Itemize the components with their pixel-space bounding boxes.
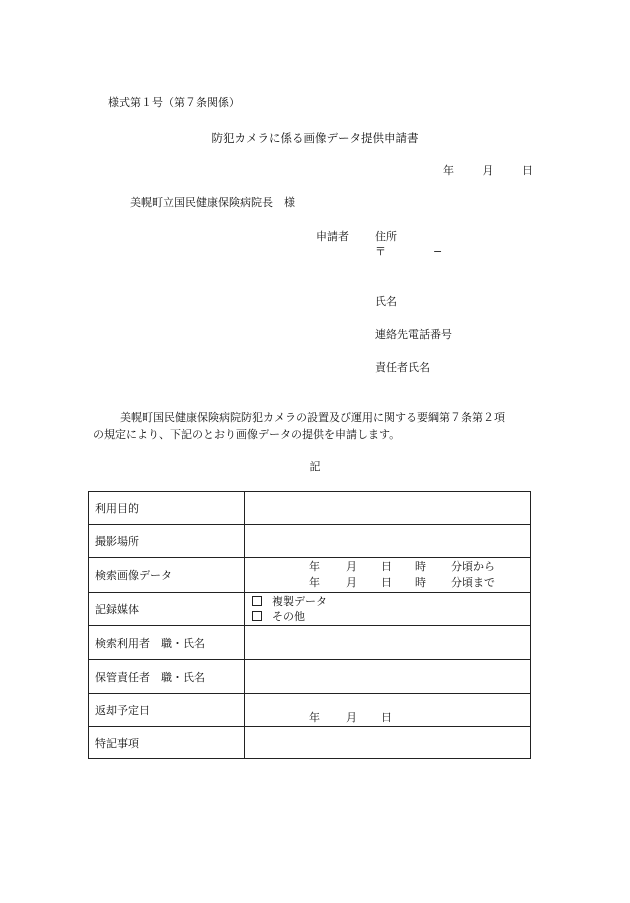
return-year-unit: 年 [309,711,320,724]
table-row-remarks [89,727,531,759]
custodian-label: 保管責任者 職・氏名 [89,660,245,694]
purpose-label: 利用目的 [89,492,245,525]
phone-label: 連絡先電話番号 [375,328,452,341]
checkbox-icon[interactable] [252,596,262,606]
addressee: 美幌町立国民健康保険病院長 様 [130,196,295,209]
responsible-person-label: 責任者氏名 [375,361,430,374]
request-statement [93,409,545,443]
end-minute-unit: 分頃まで [451,576,495,589]
table-row-search-data [89,558,531,593]
statement-line-1: 美幌町国民健康保険病院防犯カメラの設置及び運用に関する要綱第７条第２項 [120,411,505,424]
media-option-copy-label: 複製データ [272,595,327,608]
location-label: 撮影場所 [89,525,245,558]
location-field[interactable] [245,525,531,558]
table-row-purpose [89,492,531,525]
media-field [245,593,531,626]
return-date-field[interactable] [245,694,531,727]
end-datetime [245,576,537,590]
start-minute-unit: 分頃から [451,560,495,573]
search-data-field[interactable] [245,558,531,593]
table-row-media [89,593,531,626]
start-month-unit: 月 [346,560,357,573]
return-month-unit: 月 [346,711,357,724]
media-option-other[interactable] [252,610,305,624]
media-label: 記録媒体 [89,593,245,626]
search-user-field[interactable] [245,626,531,660]
table-row-return-date [89,694,531,727]
return-day-unit: 日 [381,711,392,724]
purpose-field[interactable] [245,492,531,525]
checkbox-icon[interactable] [252,611,262,621]
search-user-label: 検索利用者 職・氏名 [89,626,245,660]
start-datetime [245,560,537,574]
start-day-unit: 日 [381,560,392,573]
custodian-field[interactable] [245,660,531,694]
ki-heading: 記 [309,460,321,473]
table-row-location [89,525,531,558]
remarks-field[interactable] [245,727,531,759]
media-option-other-label: その他 [272,610,305,623]
table-row-custodian [89,660,531,694]
table-row-search-user [89,626,531,660]
end-day-unit: 日 [381,576,392,589]
postal-mark: 〒 [375,245,386,258]
remarks-label: 特記事項 [89,727,245,759]
end-year-unit: 年 [309,576,320,589]
applicant-label: 申請者 [316,230,349,243]
address-label: 住所 [375,230,397,243]
application-date [443,164,533,178]
start-year-unit: 年 [309,560,320,573]
return-date-units [245,711,537,725]
start-hour-unit: 時 [415,560,426,573]
document-title: 防犯カメラに係る画像データ提供申請書 [211,131,419,145]
end-hour-unit: 時 [415,576,426,589]
search-data-label: 検索画像データ [89,558,245,593]
date-month-unit: 月 [482,164,494,177]
statement-line-2: の規定により、下記のとおり画像データの提供を申請します。 [93,428,401,441]
return-date-label: 返却予定日 [89,694,245,727]
date-day-unit: 日 [522,164,533,177]
request-details-table [88,491,531,759]
form-number: 様式第１号（第７条関係） [108,96,240,109]
media-option-copy[interactable] [252,595,327,609]
date-year-unit: 年 [443,164,454,177]
name-label: 氏名 [375,295,397,308]
end-month-unit: 月 [346,576,357,589]
postal-dash: − [433,245,443,258]
